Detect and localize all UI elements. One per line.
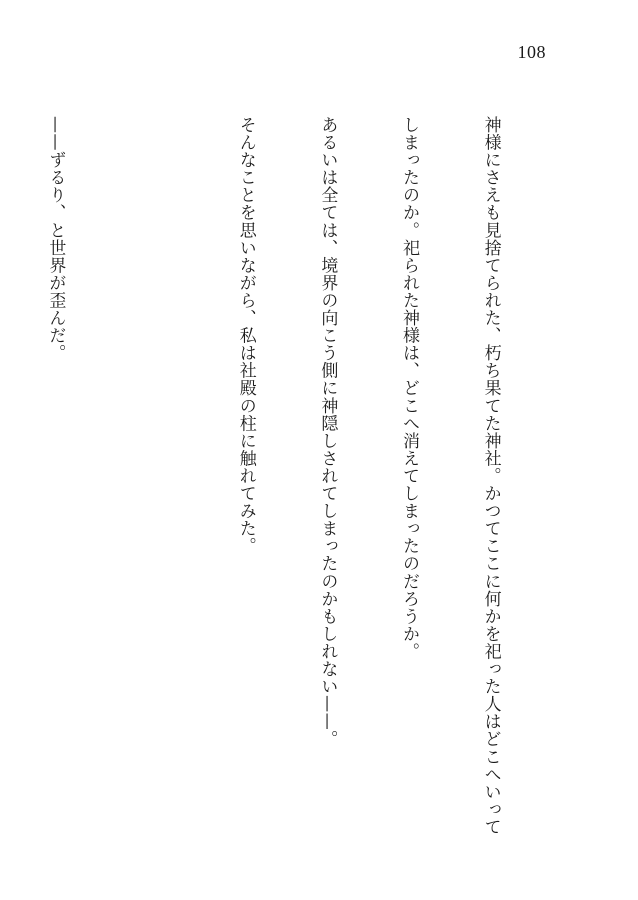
text-line: 神様にさえも見捨てられた、朽ち果てた神社。かつてここに何かを祀った人はどこへいって: [480, 116, 501, 836]
text-line: しまったのか。祀られた神様は、どこへ消えてしまったのだろうか。: [398, 116, 419, 661]
text-line: ——ずるり、と世界が歪んだ。: [45, 116, 66, 362]
text-line: あるいは全ては、境界の向こう側に神隠しされてしまったのかもしれない——。: [317, 116, 338, 748]
vertical-text-body: [45, 116, 558, 836]
text-line: そんなことを思いながら、私は社殿の柱に触れてみた。: [235, 116, 256, 555]
page-number: 108: [517, 42, 546, 62]
